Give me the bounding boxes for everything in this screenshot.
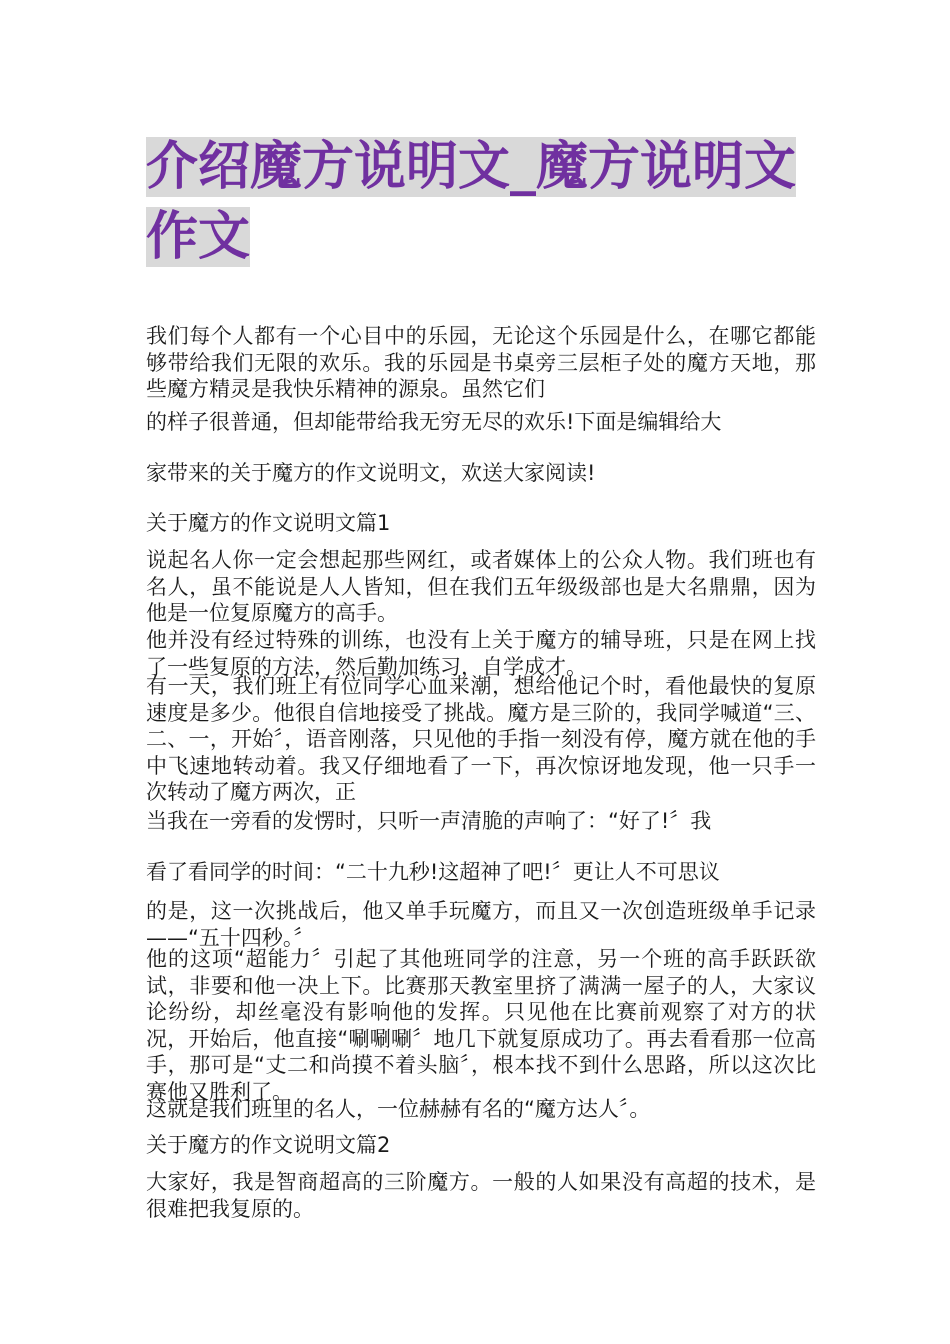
essay1-heading: 关于魔方的作文说明文篇1 [146, 511, 391, 535]
title-text: 介绍魔方说明文_魔方说明文作文 [146, 137, 797, 267]
intro-paragraph-part2: 的样子很普通，但却能带给我无穷无尽的欢乐!下面是编辑给大 [146, 410, 722, 434]
essay1-paragraph-4: 他的这项“超能力〞引起了其他班同学的注意，另一个班的高手跃跃欲试，非要和他一决上下。比赛那天教室里挤了满满一屋子的人，大家议论纷纷，却丝毫没有影响他的发挥。只见他在比赛前观察了对方的状况，开始后，他直接“唰唰唰〞地几下就复原成功了。再去看看那一位高手，那可是“丈二和尚摸不着头脑〞，根本找不到什么思路，所以这次比赛他又胜利了。 [146, 947, 816, 1104]
essay1-paragraph-1: 说起名人你一定会想起那些网红，或者媒体上的公众人物。我们班也有名人，虽不能说是人人皆知，但在我们五年级级部也是大名鼎鼎，因为他是一位复原魔方的高手。 [146, 548, 816, 625]
essay2-paragraph-1: 大家好，我是智商超高的三阶魔方。一般的人如果没有高超的技术，是很难把我复原的。 [146, 1170, 816, 1221]
intro-paragraph-part1: 我们每个人都有一个心目中的乐园，无论这个乐园是什么，在哪它都能够带给我们无限的欢乐。我的乐园是书桌旁三层柜子处的魔方天地，那些魔方精灵是我快乐精神的源泉。虽然它们 [146, 324, 816, 401]
essay2-heading: 关于魔方的作文说明文篇2 [146, 1133, 391, 1157]
essay1-paragraph-3b: 当我在一旁看的发愣时，只听一声清脆的声响了：“好了!〞我 [146, 809, 712, 833]
document-title [146, 132, 816, 272]
intro-paragraph-part3: 家带来的关于魔方的作文说明文，欢送大家阅读! [146, 461, 596, 485]
essay1-paragraph-5: 这就是我们班里的名人，一位赫赫有名的“魔方达人〞。 [146, 1097, 651, 1121]
essay1-paragraph-3c: 看了看同学的时间：“二十九秒!这超神了吧!〞更让人不可思议 [146, 860, 720, 884]
essay1-paragraph-3a: 有一天，我们班上有位同学心血来潮，想给他记个时，看他最快的复原速度是多少。他很自信地接受了挑战。魔方是三阶的，我同学喊道“三、二、一，开始〞，语音刚落，只见他的手指一刻没有停，魔方就在他的手中飞速地转动着。我又仔细地看了一下，再次惊讶地发现，他一只手一次转动了魔方两次，正 [146, 674, 816, 804]
essay1-paragraph-2: 他并没有经过特殊的训练，也没有上关于魔方的辅导班，只是在网上找了一些复原的方法，然后勤加练习，自学成才。 [146, 628, 816, 679]
essay1-paragraph-3d: 的是，这一次挑战后，他又单手玩魔方，而且又一次创造班级单手记录——“五十四秒。〞 [146, 899, 816, 950]
